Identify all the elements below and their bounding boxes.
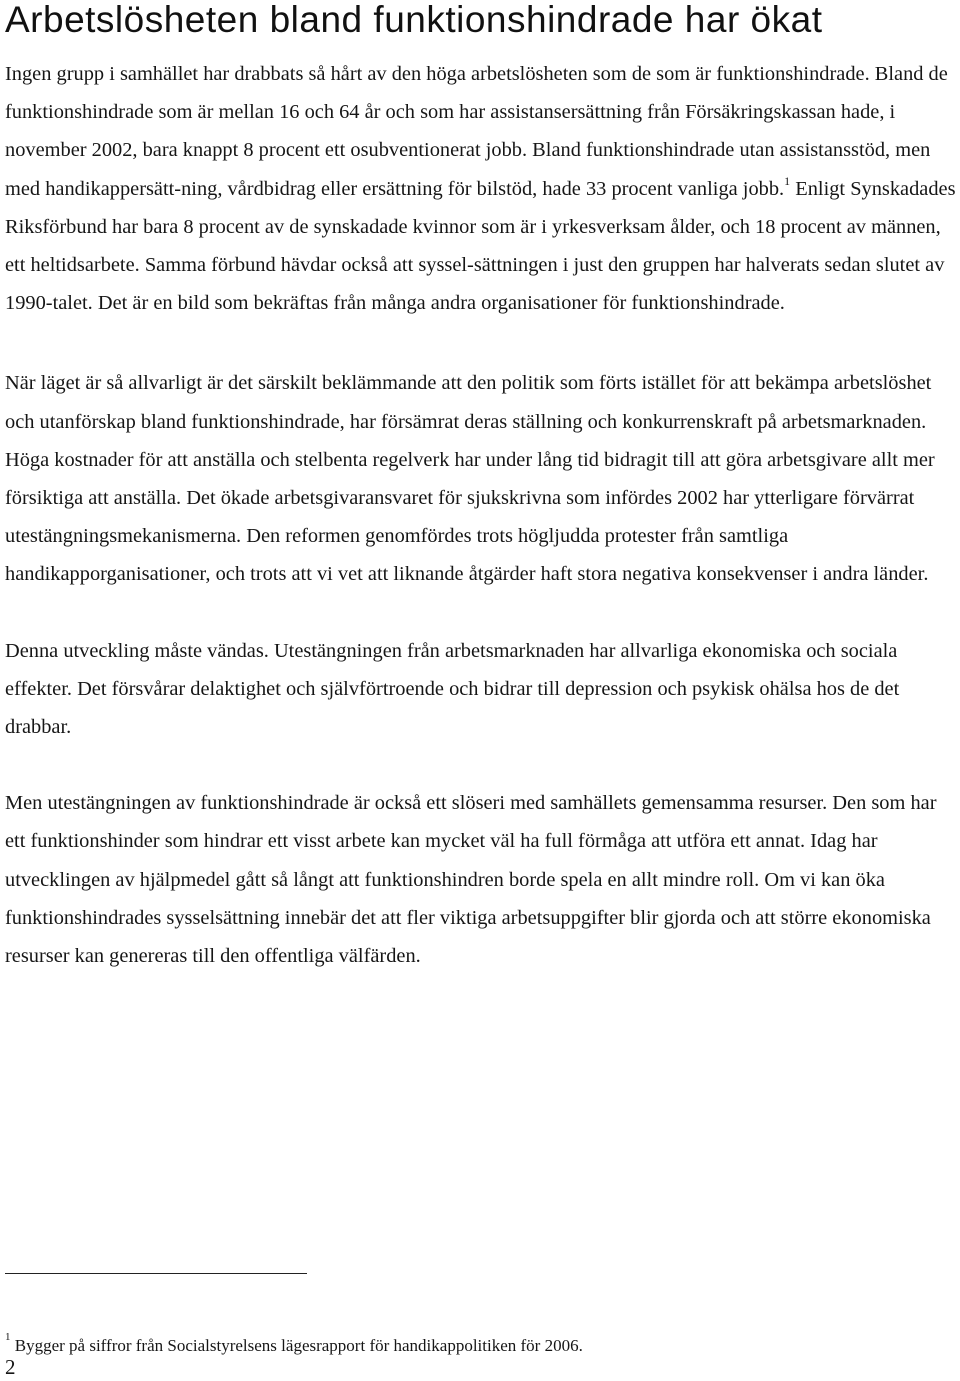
paragraph-text: Ingen grupp i samhället har drabbats så hårt av den höga arbetslösheten som de som är funktionshindrade. Bland de funktionshindrade som är mellan 16 och 64 år och som har assistansersättning från Försäkringskassan hade, i november 2002, bara knappt 8 procent ett osubventionerat jobb. Bland funktionshindrade utan assistansstöd, men med handikappersätt-ning, vårdbidrag eller ersättning för bilstöd, hade 33 procent vanliga jobb. [5, 63, 948, 200]
document-page [5, 0, 957, 975]
paragraph-policy-criticism: När läget är så allvarligt är det särskilt beklämmande att den politik som förts istället för att bekämpa arbetslöshet och utanförskap bland funktionshindrade, har försämrat deras ställning och konkurrenskraft på arbetsmarknaden. Höga kostnader för att anställa och stelbenta regelverk har under lång tid bidragit till att göra arbetsgivare allt mer försiktiga att anställa. Det ökade arbetsgivaransvaret för sjukskrivna som infördes 2002 har ytterligare förvärrat utestängningsmekanismerna. Den reformen genomfördes trots högljudda protester från samtliga handikapporganisationer, och trots att vi vet att liknande åtgärder haft stora negativa konsekvenser i andra länder. [5, 372, 935, 586]
paragraph-unemployment-statistics [5, 55, 957, 322]
paragraph-text: Enligt Synskadades Riksförbund har bara 8 procent av de synskadade kvinnor som är i yrkesverksam ålder, och 18 procent av männen, ett heltidsarbete. Samma förbund hävdar också att syssel-sättningen i just den gruppen har halverats sedan slutet av 1990-talet. Det är en bild som bekräftas från många andra organisationer för funktionshindrade. [5, 177, 956, 315]
footnote-separator [5, 1273, 307, 1274]
footnote-marker: 1 [5, 1331, 11, 1344]
paragraph-consequences: Denna utveckling måste vändas. Utestängningen från arbetsmarknaden har allvarliga ekonomiska och sociala effekter. Det försvårar delaktighet och självförtroende och bidrar till depression och psykisk ohälsa hos de det drabbar. [5, 639, 900, 739]
footnote-reference: 1 [784, 173, 791, 188]
page-number: 2 [5, 1355, 16, 1379]
footnote-text: Bygger på siffror från Socialstyrelsens lägesrapport för handikappolitiken för 2006. [10, 1336, 583, 1355]
document-title: Arbetslösheten bland funktionshindrade har ökat [5, 0, 823, 40]
footnote [5, 1331, 583, 1358]
paragraph-resources: Men utestängningen av funktionshindrade är också ett slöseri med samhällets gemensamma resurser. Den som har ett funktionshinder som hindrar ett visst arbete kan mycket väl ha full förmåga att utföra ett annat. Idag har utvecklingen av hjälpmedel gått så långt att funktionshindren borde spela en allt mindre roll. Om vi kan öka funktionshindrades sysselsättning innebär det att fler viktiga arbetsuppgifter blir gjorda och att större ekonomiska resurser kan genereras till den offentliga välfärden. [5, 792, 937, 968]
